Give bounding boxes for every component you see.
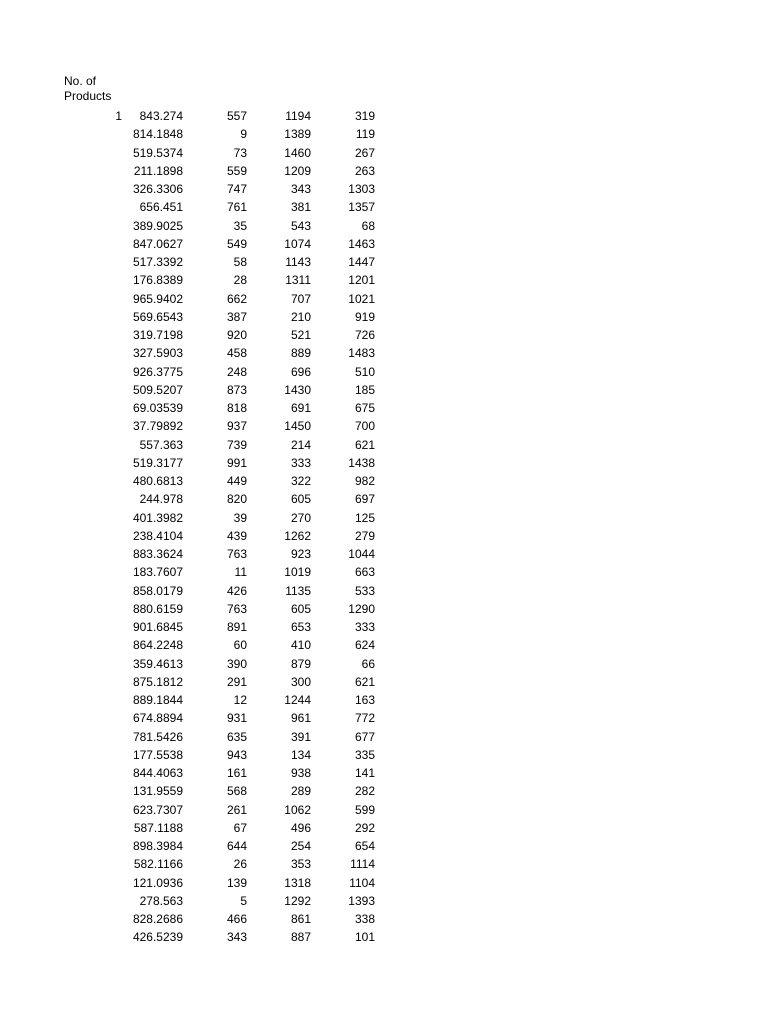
cell-value-b: 559 [226,163,247,178]
cell-value-a: 587.1188 [133,820,183,835]
cell-value-d: 919 [354,309,375,324]
cell-value-a: 569.6543 [132,309,183,324]
table-row [0,253,768,271]
cell-value-a: 898.3984 [132,839,183,853]
cell-value-d: 982 [354,474,375,488]
table-row [0,144,768,162]
cell-value-c: 1019 [284,565,311,580]
cell-value-a: 517.3392 [132,255,183,269]
table-row [0,363,768,381]
cell-value-a: 176.8389 [132,273,183,288]
cell-value-a: 557.363 [139,437,183,452]
cell-value-a: 480.6813 [132,474,183,488]
cell-value-b: 426 [226,583,247,598]
cell-value-b: 58 [233,255,247,269]
table-row [0,892,768,910]
cell-value-b: 28 [233,273,247,288]
table-row [0,472,768,490]
cell-value-a: 965.9402 [132,291,183,306]
cell-value-c: 1209 [284,163,311,178]
cell-value-b: 466 [226,912,247,926]
cell-value-d: 1104 [349,875,375,890]
cell-value-a: 844.4063 [132,766,183,780]
cell-value-c: 923 [290,547,311,561]
cell-value-d: 1463 [348,236,375,251]
cell-value-b: 9 [240,127,247,142]
cell-value-d: 1201 [348,273,375,288]
table-row [0,490,768,508]
table-row [0,655,768,673]
table-row [0,399,768,417]
cell-value-c: 270 [290,510,311,525]
cell-value-c: 353 [290,857,311,872]
cell-value-d: 1114 [350,857,375,872]
cell-value-d: 1303 [348,182,375,196]
cell-value-b: 662 [226,291,247,306]
table-row [0,728,768,746]
cell-value-a: 121.0936 [132,875,183,890]
cell-value-b: 60 [233,638,247,653]
cell-value-c: 653 [290,620,311,634]
cell-value-b: 67 [233,820,247,835]
cell-value-b: 820 [226,492,247,507]
cell-value-c: 381 [290,200,311,215]
cell-value-d: 510 [354,364,375,379]
cell-value-c: 1292 [284,893,311,908]
cell-value-a: 656.451 [139,200,183,215]
cell-value-c: 605 [290,601,311,616]
table-row [0,545,768,563]
cell-value-c: 1460 [284,145,311,160]
table-row [0,180,768,198]
cell-value-b: 439 [226,528,247,543]
cell-value-d: 1290 [348,601,375,616]
cell-value-b: 35 [233,218,247,233]
cell-value-c: 1143 [285,255,311,269]
table-row [0,271,768,289]
table-row [0,381,768,399]
cell-value-b: 343 [226,930,247,945]
cell-value-d: 1483 [348,346,375,361]
cell-value-c: 254 [290,839,311,853]
table-row [0,691,768,709]
table-row [0,801,768,819]
cell-value-d: 263 [354,163,375,178]
table-row [0,673,768,691]
cell-value-d: 1447 [348,255,375,269]
cell-value-b: 568 [226,784,247,799]
cell-value-c: 961 [290,711,311,726]
cell-value-d: 1021 [348,291,375,306]
table-row [0,874,768,892]
cell-value-d: 163 [354,693,375,707]
cell-value-d: 279 [354,528,375,543]
cell-value-b: 161 [226,766,247,780]
cell-value-d: 119 [355,127,375,142]
cell-index: 1 [115,109,122,123]
cell-value-c: 496 [290,820,311,835]
column-header-no-of-products: No. of Products [64,74,112,103]
table-row [0,308,768,326]
cell-value-a: 781.5426 [132,729,183,744]
cell-value-d: 292 [354,820,375,835]
cell-value-d: 675 [354,401,375,415]
cell-value-b: 635 [226,729,247,744]
cell-value-a: 883.3624 [132,547,183,561]
cell-value-d: 599 [354,802,375,817]
cell-value-c: 889 [290,346,311,361]
cell-value-c: 707 [290,291,311,306]
cell-value-a: 880.6159 [132,601,183,616]
cell-value-b: 139 [226,875,247,890]
table-row [0,600,768,618]
cell-value-c: 1244 [284,693,311,707]
cell-value-d: 66 [361,656,375,671]
table-row [0,107,768,125]
cell-value-c: 1262 [284,528,311,543]
cell-value-c: 343 [290,182,311,196]
cell-value-a: 211.1898 [133,163,183,178]
cell-value-d: 1438 [348,455,375,470]
table-row [0,509,768,527]
cell-value-b: 261 [226,802,247,817]
cell-value-c: 1318 [284,875,311,890]
cell-value-c: 696 [290,364,311,379]
data-table [0,107,768,947]
cell-value-b: 458 [226,346,247,361]
cell-value-d: 700 [354,419,375,434]
cell-value-d: 663 [354,565,375,580]
cell-value-c: 938 [290,766,311,780]
table-row [0,618,768,636]
cell-value-d: 1357 [348,200,375,215]
cell-value-b: 739 [226,437,247,452]
cell-value-d: 772 [354,711,375,726]
cell-value-b: 920 [226,328,247,342]
table-row [0,709,768,727]
table-row [0,290,768,308]
cell-value-c: 134 [290,747,311,762]
cell-value-a: 843.274 [139,109,183,123]
cell-value-d: 282 [354,784,375,799]
cell-value-d: 654 [354,839,375,853]
cell-value-a: 238.4104 [132,528,183,543]
cell-value-b: 390 [226,656,247,671]
cell-value-b: 39 [233,510,247,525]
cell-value-b: 26 [233,857,247,872]
cell-value-d: 1044 [348,547,375,561]
cell-value-a: 901.6845 [132,620,183,634]
table-row [0,910,768,928]
cell-value-b: 12 [233,693,247,707]
cell-value-a: 278.563 [139,893,183,908]
cell-value-a: 183.7607 [132,565,183,580]
cell-value-a: 519.3177 [132,455,183,470]
cell-value-a: 244.978 [139,492,183,507]
cell-value-d: 621 [354,437,375,452]
cell-value-c: 543 [290,218,311,233]
table-row [0,819,768,837]
cell-value-d: 185 [354,382,375,397]
cell-value-d: 697 [354,492,375,507]
cell-value-b: 449 [226,474,247,488]
cell-value-a: 327.5903 [132,346,183,361]
cell-value-b: 248 [226,364,247,379]
table-row [0,198,768,216]
cell-value-c: 289 [290,784,311,799]
table-row [0,782,768,800]
cell-value-b: 763 [226,547,247,561]
cell-value-d: 267 [354,145,375,160]
cell-value-d: 333 [354,620,375,634]
cell-value-d: 68 [361,218,375,233]
cell-value-d: 319 [354,109,375,123]
cell-value-c: 1074 [284,236,311,251]
cell-value-b: 931 [226,711,247,726]
cell-value-a: 509.5207 [132,382,183,397]
table-row [0,764,768,782]
cell-value-c: 410 [290,638,311,653]
cell-value-a: 623.7307 [132,802,183,817]
cell-value-b: 747 [226,182,247,196]
table-row [0,217,768,235]
cell-value-a: 519.5374 [132,145,183,160]
cell-value-b: 818 [226,401,247,415]
cell-value-b: 761 [226,200,247,215]
cell-value-b: 644 [226,839,247,853]
cell-value-c: 1194 [285,109,311,123]
cell-value-c: 879 [290,656,311,671]
table-row [0,746,768,764]
cell-value-d: 338 [354,912,375,926]
cell-value-b: 387 [226,309,247,324]
cell-value-c: 861 [290,912,311,926]
cell-value-c: 1135 [285,583,311,598]
cell-value-c: 1450 [284,419,311,434]
table-row [0,582,768,600]
cell-value-b: 5 [240,893,247,908]
table-row [0,326,768,344]
cell-value-a: 674.8894 [132,711,183,726]
table-row [0,235,768,253]
cell-value-d: 101 [354,930,375,945]
cell-value-c: 333 [290,455,311,470]
cell-value-a: 582.1166 [133,857,183,872]
cell-value-d: 621 [354,674,375,689]
cell-value-a: 326.3306 [132,182,183,196]
cell-value-c: 605 [290,492,311,507]
cell-value-b: 11 [234,565,247,580]
cell-value-c: 521 [290,328,311,342]
cell-value-b: 549 [226,236,247,251]
cell-value-c: 214 [290,437,311,452]
cell-value-d: 624 [354,638,375,653]
cell-value-a: 177.5538 [132,747,183,762]
table-row [0,436,768,454]
cell-value-d: 1393 [348,893,375,908]
table-row [0,928,768,946]
cell-value-b: 557 [226,109,247,123]
cell-value-c: 391 [290,729,311,744]
cell-value-a: 37.79892 [132,419,183,434]
cell-value-a: 426.5239 [132,930,183,945]
cell-value-d: 125 [354,510,375,525]
cell-value-a: 814.1848 [132,127,183,142]
cell-value-d: 533 [354,583,375,598]
table-row [0,162,768,180]
cell-value-a: 828.2686 [132,912,183,926]
cell-value-d: 335 [354,747,375,762]
cell-value-a: 359.4613 [132,656,183,671]
cell-value-a: 847.0627 [132,236,183,251]
cell-value-b: 991 [226,455,247,470]
cell-value-c: 887 [290,930,311,945]
cell-value-a: 131.9559 [132,784,183,799]
cell-value-c: 210 [290,309,311,324]
table-row [0,417,768,435]
cell-value-a: 69.03539 [132,401,183,415]
cell-value-a: 926.3775 [132,364,183,379]
cell-value-c: 691 [290,401,311,415]
cell-value-c: 300 [290,674,311,689]
table-row [0,563,768,581]
table-row [0,636,768,654]
table-row [0,837,768,855]
cell-value-a: 858.0179 [132,583,183,598]
cell-value-d: 677 [354,729,375,744]
cell-value-a: 889.1844 [132,693,183,707]
cell-value-b: 763 [226,601,247,616]
cell-value-a: 319.7198 [132,328,183,342]
cell-value-b: 943 [226,747,247,762]
cell-value-d: 141 [354,766,375,780]
cell-value-c: 1062 [284,802,311,817]
cell-value-a: 864.2248 [132,638,183,653]
table-row [0,855,768,873]
table-row [0,125,768,143]
table-row [0,454,768,472]
cell-value-d: 726 [354,328,375,342]
cell-value-b: 291 [226,674,247,689]
cell-value-b: 937 [226,419,247,434]
cell-value-b: 73 [233,145,247,160]
cell-value-c: 1430 [284,382,311,397]
cell-value-c: 1389 [284,127,311,142]
table-row [0,344,768,362]
cell-value-b: 873 [226,382,247,397]
table-row [0,527,768,545]
cell-value-a: 875.1812 [132,674,183,689]
cell-value-b: 891 [226,620,247,634]
cell-value-a: 389.9025 [132,218,183,233]
cell-value-c: 322 [290,474,311,488]
cell-value-a: 401.3982 [132,510,183,525]
cell-value-c: 1311 [285,273,311,288]
